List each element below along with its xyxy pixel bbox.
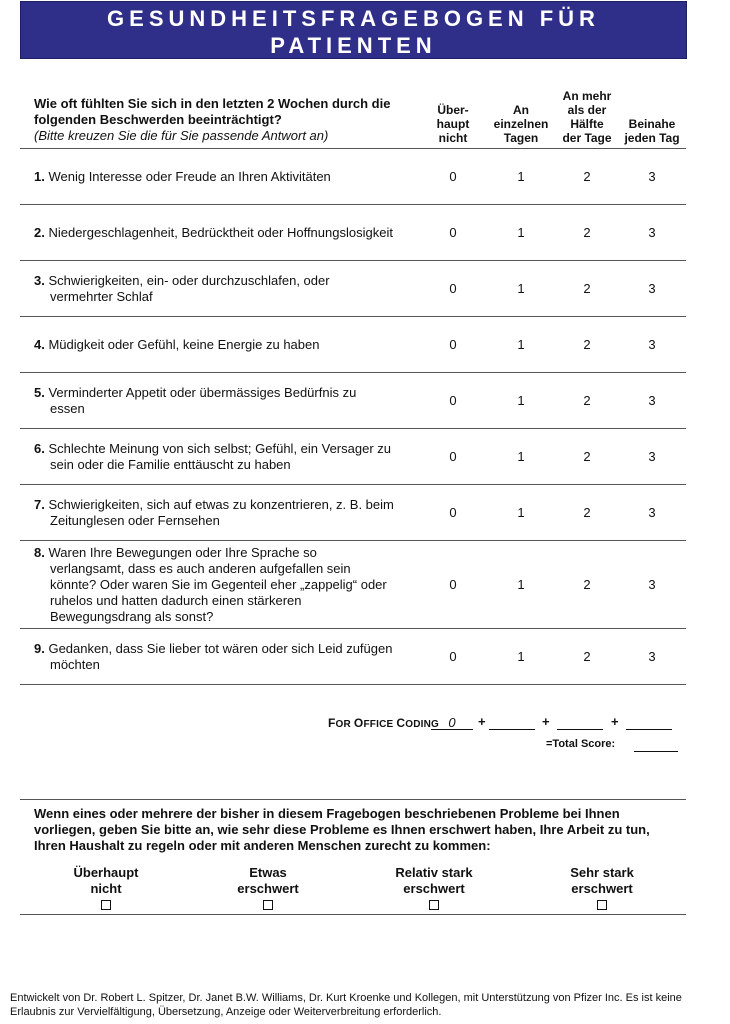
- answer-option-1[interactable]: 1: [517, 225, 525, 240]
- office-coding-letter: O: [353, 716, 364, 730]
- office-coding-text: FFICE: [363, 719, 397, 730]
- question-text: könnte? Oder waren Sie im Gegenteil eher „zappelig“ oder: [50, 577, 387, 592]
- difficulty-option-label: Sehr stark: [570, 865, 634, 880]
- difficulty-option-extremely[interactable]: [542, 865, 662, 910]
- question-text: Müdigkeit oder Gefühl, keine Energie zu haben: [48, 337, 320, 352]
- office-coding-letter: C: [396, 716, 406, 730]
- answer-option-1[interactable]: 1: [517, 337, 525, 352]
- column-header-line: nicht: [438, 131, 468, 145]
- difficulty-checkbox[interactable]: [429, 900, 439, 910]
- answer-option-3[interactable]: 3: [648, 337, 656, 352]
- question-number: 1.: [34, 169, 45, 184]
- table-rule: [20, 260, 686, 261]
- answer-option-0[interactable]: 0: [449, 225, 457, 240]
- column-header-line: Über-: [437, 103, 469, 117]
- difficulty-checkbox[interactable]: [101, 900, 111, 910]
- difficulty-question: Wenn eines oder mehrere der bisher in diesem Fragebogen beschriebenen Probleme bei Ihnen vorliegen, geben Sie bitte an, wie sehr diese Probleme es Ihnen erschwert haben, Ihre Arbeit zu tun, Ihren Haushalt zu regeln oder mit anderen Menschen zurecht zu kommen:: [34, 806, 650, 853]
- question-text: ruhelos und hatten dadurch einen stärkeren: [50, 593, 302, 608]
- question-item-9: [34, 641, 424, 673]
- question-text: möchten: [50, 657, 100, 672]
- answer-option-1[interactable]: 1: [517, 577, 525, 592]
- form-title-line1: GESUNDHEITSFRAGEBOGEN FÜR PATIENTEN: [107, 6, 600, 58]
- table-rule: [20, 372, 686, 373]
- form-title: [20, 1, 687, 85]
- answer-option-1[interactable]: 1: [517, 393, 525, 408]
- question-text: Waren Ihre Bewegungen oder Ihre Sprache so: [48, 545, 317, 560]
- question-header-text: Wie oft fühlten Sie sich in den letzten 2 Wochen durch die folgenden Beschwerden beeinträchtigt?: [34, 96, 391, 127]
- question-text: Bewegungsdrang als sonst?: [50, 609, 214, 624]
- question-text: verlangsamt, dass es auch anderen aufgefallen sein: [50, 561, 351, 576]
- section-rule: [20, 914, 686, 915]
- answer-option-3[interactable]: 3: [648, 649, 656, 664]
- column-header-more-than-half: [552, 89, 622, 145]
- difficulty-option-label: nicht: [90, 881, 122, 896]
- plus-sign: +: [478, 714, 486, 729]
- column-header-line: haupt: [436, 117, 470, 131]
- difficulty-checkbox[interactable]: [263, 900, 273, 910]
- question-number: 4.: [34, 337, 45, 352]
- answer-option-0[interactable]: 0: [449, 169, 457, 184]
- question-text: essen: [50, 401, 85, 416]
- office-coding-value-1: 0: [448, 715, 456, 730]
- question-number: 3.: [34, 273, 45, 288]
- question-item-3: [34, 273, 424, 305]
- question-number: 5.: [34, 385, 45, 400]
- answer-option-1[interactable]: 1: [517, 449, 525, 464]
- answer-option-3[interactable]: 3: [648, 169, 656, 184]
- office-coding-text: ODING: [405, 719, 439, 730]
- difficulty-option-label: Etwas: [249, 865, 287, 880]
- difficulty-option-label: erschwert: [237, 881, 299, 896]
- column-header-line: An: [513, 103, 529, 117]
- question-number: 9.: [34, 641, 45, 656]
- question-item-7: [34, 497, 424, 529]
- table-rule: [20, 428, 686, 429]
- answer-option-1[interactable]: 1: [517, 505, 525, 520]
- difficulty-checkbox[interactable]: [597, 900, 607, 910]
- question-number: 7.: [34, 497, 45, 512]
- answer-option-3[interactable]: 3: [648, 393, 656, 408]
- difficulty-option-not-at-all[interactable]: [46, 865, 166, 910]
- answer-option-2[interactable]: 2: [583, 577, 591, 592]
- column-header-nearly-every-day: [617, 117, 687, 145]
- office-coding-label: [328, 716, 439, 730]
- plus-sign: +: [611, 714, 619, 729]
- question-line: [34, 441, 424, 457]
- table-rule: [20, 684, 686, 685]
- table-rule: [20, 540, 686, 541]
- question-item-2: [34, 225, 424, 241]
- answer-option-2[interactable]: 2: [583, 225, 591, 240]
- total-score-field[interactable]: [634, 751, 678, 752]
- question-text: Schwierigkeiten, sich auf etwas zu konzentrieren, z. B. beim: [48, 497, 394, 512]
- question-text: Gedanken, dass Sie lieber tot wären oder sich Leid zufügen: [48, 641, 393, 656]
- question-line: [34, 225, 424, 241]
- question-text: Schwierigkeiten, ein- oder durchzuschlafen, oder: [48, 273, 330, 288]
- answer-option-2[interactable]: 2: [583, 281, 591, 296]
- answer-option-2[interactable]: 2: [583, 649, 591, 664]
- question-item-8: [34, 545, 424, 625]
- total-score-label: =Total Score:: [546, 738, 616, 750]
- answer-option-1[interactable]: 1: [517, 649, 525, 664]
- footer-credits: Entwickelt von Dr. Robert L. Spitzer, Dr. Janet B.W. Williams, Dr. Kurt Kroenke und Kollegen, mit Unterstützung von Pfizer Inc. Es ist keine Erlaubnis zur Vervielfältigung, Übersetzung, Anzeige oder Weiterverbreitung erforderlich.: [10, 992, 682, 1018]
- question-item-4: [34, 337, 424, 353]
- answer-option-2[interactable]: 2: [583, 505, 591, 520]
- table-rule: [20, 316, 686, 317]
- office-coding-letter: F: [328, 716, 336, 730]
- answer-option-3[interactable]: 3: [648, 225, 656, 240]
- plus-sign: +: [542, 714, 550, 729]
- answer-option-0[interactable]: 0: [449, 649, 457, 664]
- difficulty-option-label: Überhaupt: [73, 865, 139, 880]
- difficulty-option-very[interactable]: [374, 865, 494, 910]
- answer-option-0[interactable]: 0: [449, 449, 457, 464]
- question-text: Verminderter Appetit oder übermässiges Bedürfnis zu: [48, 385, 357, 400]
- column-header-several-days: [486, 103, 556, 145]
- answer-option-3[interactable]: 3: [648, 577, 656, 592]
- answer-option-2[interactable]: 2: [583, 169, 591, 184]
- answer-option-3[interactable]: 3: [648, 505, 656, 520]
- section-rule: [20, 799, 686, 800]
- table-rule: [20, 204, 686, 205]
- table-rule: [20, 484, 686, 485]
- answer-option-2[interactable]: 2: [583, 393, 591, 408]
- answer-option-0[interactable]: 0: [449, 281, 457, 296]
- question-line: [34, 641, 424, 657]
- difficulty-option-label: erschwert: [571, 881, 633, 896]
- office-coding-text: OR: [335, 719, 354, 730]
- question-text: sein oder die Familie enttäuscht zu haben: [50, 457, 291, 472]
- question-text: Schlechte Meinung von sich selbst; Gefühl, ein Versager zu: [48, 441, 391, 456]
- column-header-line: als der: [567, 103, 607, 117]
- column-header-line: der Tage: [562, 131, 612, 145]
- answer-option-0[interactable]: 0: [449, 505, 457, 520]
- answer-option-0[interactable]: 0: [449, 577, 457, 592]
- answer-option-2[interactable]: 2: [583, 337, 591, 352]
- office-coding-field-3[interactable]: [557, 729, 603, 730]
- answer-option-0[interactable]: 0: [449, 393, 457, 408]
- question-line: [34, 273, 424, 289]
- column-header-line: Beinahe: [628, 117, 676, 131]
- question-line: [34, 497, 424, 513]
- column-header-line: jeden Tag: [624, 131, 680, 145]
- answer-option-2[interactable]: 2: [583, 449, 591, 464]
- question-text: Niedergeschlagenheit, Bedrücktheit oder Hoffnungslosigkeit: [48, 225, 393, 240]
- difficulty-option-somewhat[interactable]: [208, 865, 328, 910]
- form-title-line2: (PHQ-9): [295, 60, 412, 85]
- difficulty-option-label: erschwert: [403, 881, 465, 896]
- question-line: [34, 337, 424, 353]
- office-coding-field-4[interactable]: [626, 729, 672, 730]
- column-header-not-at-all: [418, 103, 488, 145]
- question-header: [34, 96, 424, 144]
- column-header-line: einzelnen: [493, 117, 549, 131]
- question-header-instruction: (Bitte kreuzen Sie die für Sie passende Antwort an): [34, 128, 329, 143]
- question-item-5: [34, 385, 424, 417]
- answer-option-1[interactable]: 1: [517, 281, 525, 296]
- question-text: Wenig Interesse oder Freude an Ihren Aktivitäten: [48, 169, 331, 184]
- column-header-line: An mehr: [562, 89, 612, 103]
- difficulty-option-label: Relativ stark: [395, 865, 473, 880]
- question-line: [34, 545, 424, 561]
- answer-option-3[interactable]: 3: [648, 281, 656, 296]
- question-number: 2.: [34, 225, 45, 240]
- column-header-line: Tagen: [503, 131, 539, 145]
- column-header-line: Hälfte: [570, 117, 604, 131]
- question-item-1: [34, 169, 424, 185]
- table-rule: [20, 148, 686, 149]
- question-number: 6.: [34, 441, 45, 456]
- question-line: [34, 169, 424, 185]
- table-rule: [20, 628, 686, 629]
- answer-option-3[interactable]: 3: [648, 449, 656, 464]
- answer-option-0[interactable]: 0: [449, 337, 457, 352]
- answer-option-1[interactable]: 1: [517, 169, 525, 184]
- question-item-6: [34, 441, 424, 473]
- question-text: vermehrter Schlaf: [50, 289, 153, 304]
- question-number: 8.: [34, 545, 45, 560]
- office-coding-field-2[interactable]: [489, 729, 535, 730]
- question-text: Zeitunglesen oder Fernsehen: [50, 513, 220, 528]
- question-line: [34, 385, 424, 401]
